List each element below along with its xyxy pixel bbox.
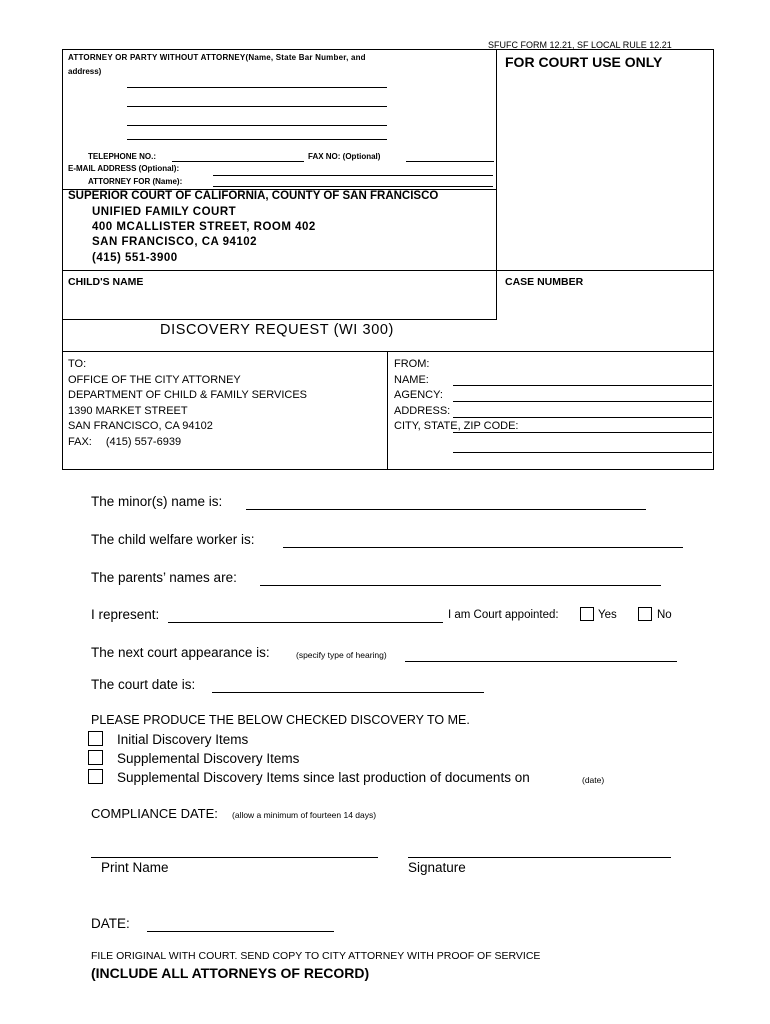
attorney-line-4[interactable]	[127, 125, 387, 140]
footer-include-attorneys: (INCLUDE ALL ATTORNEYS OF RECORD)	[91, 965, 370, 981]
attorney-label-cont: address)	[68, 67, 102, 76]
court-date-input[interactable]	[212, 678, 484, 693]
to-street: 1390 MARKET STREET	[68, 404, 188, 417]
attorney-line-1[interactable]	[127, 73, 387, 88]
signature-label: Signature	[408, 860, 466, 875]
supplemental-discovery-label: Supplemental Discovery Items	[117, 751, 300, 766]
from-agency-label: AGENCY:	[394, 389, 443, 402]
print-name-label: Print Name	[101, 860, 169, 875]
to-from-divider	[387, 351, 388, 470]
next-appearance-input[interactable]	[405, 647, 677, 662]
supplemental-discovery-checkbox[interactable]	[88, 750, 103, 765]
court-appointed-label: I am Court appointed:	[448, 609, 559, 621]
fax-input[interactable]	[406, 147, 494, 162]
initial-discovery-label: Initial Discovery Items	[117, 732, 249, 747]
from-name-input[interactable]	[453, 371, 712, 386]
childname-title-divider	[62, 319, 496, 320]
discovery-heading: PLEASE PRODUCE THE BELOW CHECKED DISCOVERY TO ME.	[91, 713, 470, 727]
court-city: SAN FRANCISCO, CA 94102	[92, 236, 258, 248]
court-name: SUPERIOR COURT OF CALIFORNIA, COUNTY OF SAN FRANCISCO	[68, 190, 439, 202]
attorney-line-3[interactable]	[127, 111, 387, 126]
compliance-note: (allow a minimum of fourteen 14 days)	[232, 810, 377, 820]
print-name-input[interactable]	[91, 843, 378, 858]
parents-input[interactable]	[260, 571, 661, 586]
no-checkbox[interactable]	[638, 607, 652, 621]
attorney-line-2[interactable]	[127, 92, 387, 107]
court-use-only: FOR COURT USE ONLY	[505, 54, 663, 70]
from-name-label: NAME:	[394, 373, 429, 386]
initial-discovery-checkbox[interactable]	[88, 731, 103, 746]
next-appearance-note: (specify type of hearing)	[296, 650, 387, 660]
court-childname-divider	[62, 270, 714, 271]
court-street: 400 MCALLISTER STREET, ROOM 402	[92, 221, 316, 233]
attorney-label: ATTORNEY OR PARTY WITHOUT ATTORNEY(Name, State Bar Number, and	[68, 53, 366, 62]
attorney-for-input[interactable]	[213, 172, 493, 187]
case-number-label: CASE NUMBER	[505, 276, 584, 288]
minor-label: The minor(s) name is:	[91, 494, 223, 509]
next-appearance-label: The next court appearance is:	[91, 645, 270, 660]
supplemental-since-note: (date)	[582, 775, 605, 785]
compliance-label: COMPLIANCE DATE:	[91, 806, 218, 821]
from-city-input[interactable]	[453, 438, 712, 453]
no-label: No	[657, 609, 672, 621]
footer-instruction: FILE ORIGINAL WITH COURT. SEND COPY TO CITY ATTORNEY WITH PROOF OF SERVICE	[91, 950, 541, 962]
from-address-input[interactable]	[453, 403, 712, 418]
form-title: DISCOVERY REQUEST (WI 300)	[160, 322, 394, 338]
childs-name-label: CHILD'S NAME	[68, 276, 144, 288]
from-label: FROM:	[394, 358, 430, 370]
represent-input[interactable]	[168, 608, 443, 623]
fax-label: FAX NO: (Optional)	[308, 152, 381, 161]
from-address-line2[interactable]	[453, 418, 712, 433]
date-label: DATE:	[91, 916, 130, 931]
court-phone: (415) 551-3900	[92, 252, 178, 264]
telephone-input[interactable]	[172, 147, 304, 162]
to-department: DEPARTMENT OF CHILD & FAMILY SERVICES	[68, 389, 308, 402]
court-division: UNIFIED FAMILY COURT	[92, 206, 237, 218]
minor-input[interactable]	[246, 495, 646, 510]
to-fax-label: FAX:	[68, 435, 92, 448]
from-agency-input[interactable]	[453, 387, 712, 402]
from-city-label: CITY, STATE, ZIP CODE:	[394, 420, 519, 433]
worker-label: The child welfare worker is:	[91, 532, 255, 547]
from-address-label: ADDRESS:	[394, 404, 451, 417]
telephone-label: TELEPHONE NO.:	[88, 152, 157, 161]
yes-checkbox[interactable]	[580, 607, 594, 621]
to-city: SAN FRANCISCO, CA 94102	[68, 420, 213, 433]
attorney-for-label: ATTORNEY FOR (Name):	[88, 177, 183, 186]
to-block	[68, 357, 307, 451]
signature-input[interactable]	[408, 843, 671, 858]
supplemental-since-checkbox[interactable]	[88, 769, 103, 784]
form-reference: SFUFC FORM 12.21, SF LOCAL RULE 12.21	[488, 40, 672, 50]
header-divider	[496, 49, 497, 320]
supplemental-since-label: Supplemental Discovery Items since last production of documents on	[117, 770, 530, 785]
to-fax-value: (415) 557-6939	[105, 435, 182, 448]
worker-input[interactable]	[283, 533, 683, 548]
represent-label: I represent:	[91, 607, 160, 622]
title-tofrom-divider	[62, 351, 714, 352]
yes-label: Yes	[598, 609, 617, 621]
to-office: OFFICE OF THE CITY ATTORNEY	[68, 373, 241, 386]
email-label: E-MAIL ADDRESS (Optional):	[68, 164, 180, 173]
court-date-label: The court date is:	[91, 677, 196, 692]
date-input[interactable]	[147, 917, 334, 932]
parents-label: The parents’ names are:	[91, 570, 237, 585]
to-label: TO:	[68, 358, 87, 370]
